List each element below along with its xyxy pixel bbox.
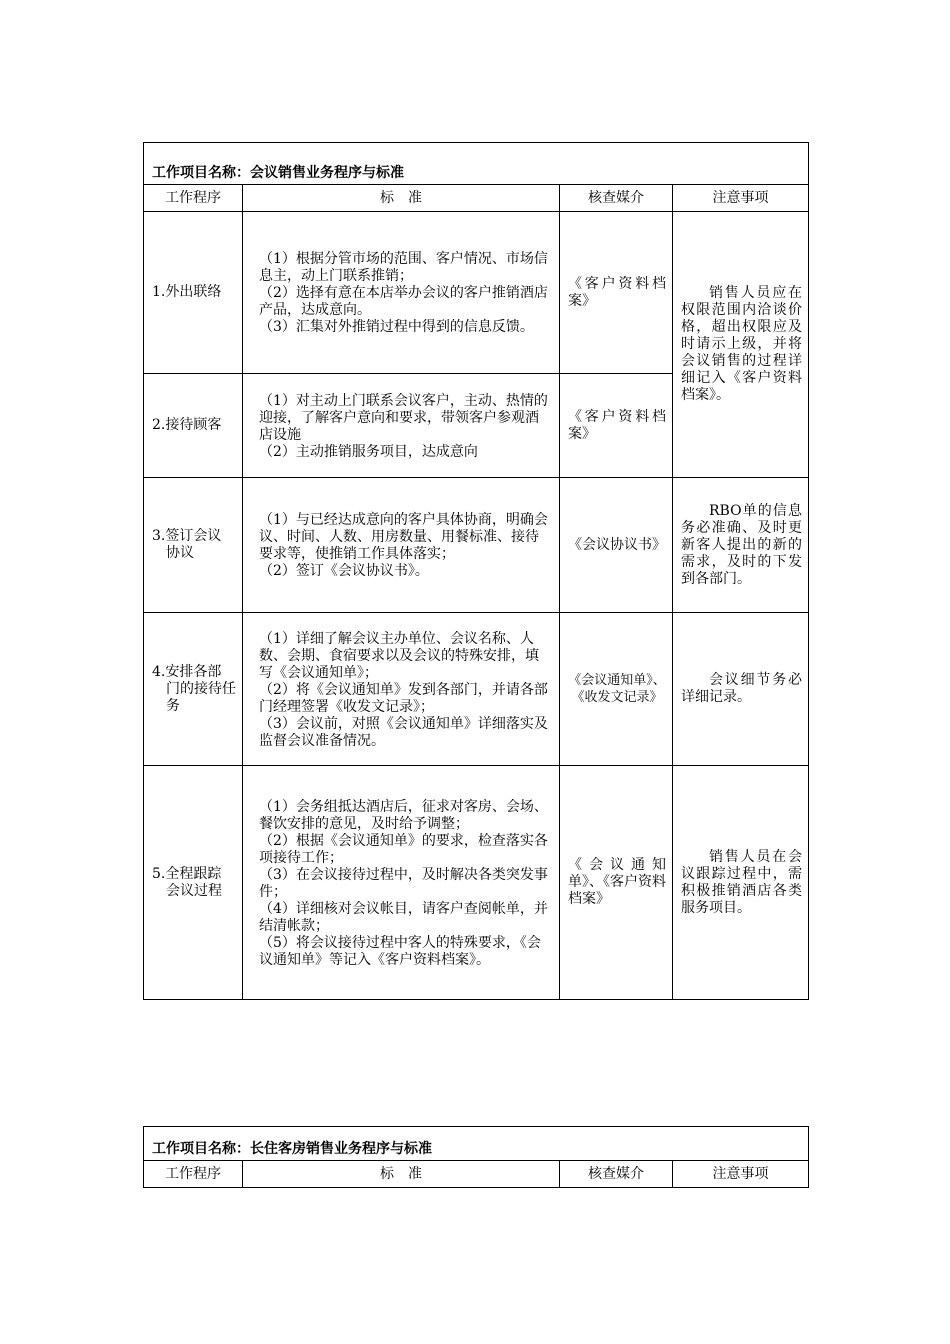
step-label: 5.全程跟踪 — [152, 865, 222, 882]
header-standard: 标 准 — [243, 1161, 560, 1188]
standard-cell — [243, 613, 560, 766]
step-label: 4.安排各部 — [152, 663, 222, 680]
step-label-cont: 门的接待任务 — [166, 680, 236, 714]
note-cell — [673, 212, 809, 478]
step-cell — [144, 478, 243, 613]
standard-item: （5）将会议接待过程中客人的特殊要求，《会议通知单》等记入《客户资料档案》。 — [259, 934, 541, 968]
media-cell: 《客户资料档案》 — [560, 374, 673, 478]
table-row — [144, 766, 809, 1000]
header-media: 核查媒介 — [560, 1161, 673, 1188]
step-label: 2.接待顾客 — [152, 417, 222, 433]
step-label-cont: 协议 — [166, 545, 194, 561]
table-row — [144, 212, 809, 374]
note-text: 销售人员应在权限范围内洽谈价格，超出权限应及时请示上级，并将会议销售的过程详细记入《客户资料档案》。 — [681, 285, 802, 403]
step-cell — [144, 766, 243, 1000]
step-label: 1.外出联络 — [152, 284, 222, 300]
standard-item: （2）主动推销服务项目，达成意向 — [259, 443, 478, 460]
standard-item: （1）根据分管市场的范围、客户情况、市场信息主，动上门联系推销； — [259, 251, 548, 284]
standard-item: （1）详细了解会议主办单位、会议名称、人数、会期、食宿要求以及会议的特殊安排，填写《会议通知单》； — [259, 630, 539, 681]
step-cell — [144, 212, 243, 374]
standard-item: （2）将《会议通知单》发到各部门，并请各部门经理签署《收发文记录》； — [259, 681, 548, 715]
table-row — [144, 478, 809, 613]
standard-cell — [243, 212, 560, 374]
note-cell — [673, 766, 809, 1000]
long-stay-sales-table — [143, 1126, 809, 1188]
standard-item: （1）会务组抵达酒店后，征求对客房、会场、餐饮安排的意见，及时给予调整； — [259, 798, 548, 832]
standard-item: （2）选择有意在本店举办会议的客户推销酒店产品，达成意向。 — [259, 285, 548, 318]
note-text: RBO单的信息务必准确、及时更新客人提出的新的需求，及时的下发到各部门。 — [681, 502, 802, 587]
step-label: 3.签订会议 — [152, 528, 222, 544]
step-cell — [144, 374, 243, 478]
media-cell: 《会议协议书》 — [560, 478, 673, 613]
standard-item: （3）在会议接待过程中，及时解决各类突发事件； — [259, 866, 548, 900]
meeting-sales-table — [143, 142, 809, 1000]
note-text: 会议细节务必详细记录。 — [681, 672, 802, 705]
header-media: 核查媒介 — [560, 185, 673, 212]
step-label-cont: 会议过程 — [166, 882, 222, 899]
standard-item: （3）会议前，对照《会议通知单》详细落实及监督会议准备情况。 — [259, 715, 548, 749]
standard-item: （3）汇集对外推销过程中得到的信息反馈。 — [259, 319, 534, 335]
step-cell — [144, 613, 243, 766]
header-standard: 标 准 — [243, 185, 560, 212]
note-cell — [673, 478, 809, 613]
header-note: 注意事项 — [673, 1161, 809, 1188]
table-row — [144, 613, 809, 766]
standard-cell — [243, 766, 560, 1000]
standard-item: （2）签订《会议协议书》。 — [259, 563, 429, 579]
media-cell: 《会议通知单》、《收发文记录》 — [560, 613, 673, 766]
standard-item: （4）详细核对会议帐目，请客户查阅帐单，并结清帐款； — [259, 900, 548, 934]
note-text: 销售人员在会议跟踪过程中，需积极推销酒店各类服务项目。 — [681, 848, 802, 916]
standard-item: （1）对主动上门联系会议客户，主动、热情的迎接，了解客户意向和要求，带领客户参观酒店设施 — [259, 392, 548, 443]
standard-cell — [243, 374, 560, 478]
table-title: 工作项目名称：会议销售业务程序与标准 — [144, 143, 809, 185]
standard-item: （1）与已经达成意向的客户具体协商，明确会议、时间、人数、用房数量、用餐标准、接待要求等，使推销工作具体落实； — [259, 512, 548, 562]
standard-cell — [243, 478, 560, 613]
header-step: 工作程序 — [144, 185, 243, 212]
header-note: 注意事项 — [673, 185, 809, 212]
table-title: 工作项目名称：长住客房销售业务程序与标准 — [144, 1127, 809, 1161]
header-step: 工作程序 — [144, 1161, 243, 1188]
note-cell — [673, 613, 809, 766]
media-cell: 《客户资料档案》 — [560, 212, 673, 374]
standard-item: （2）根据《会议通知单》的要求，检查落实各项接待工作； — [259, 832, 548, 866]
media-cell: 《会议通知单》、《客户资料档案》 — [560, 766, 673, 1000]
